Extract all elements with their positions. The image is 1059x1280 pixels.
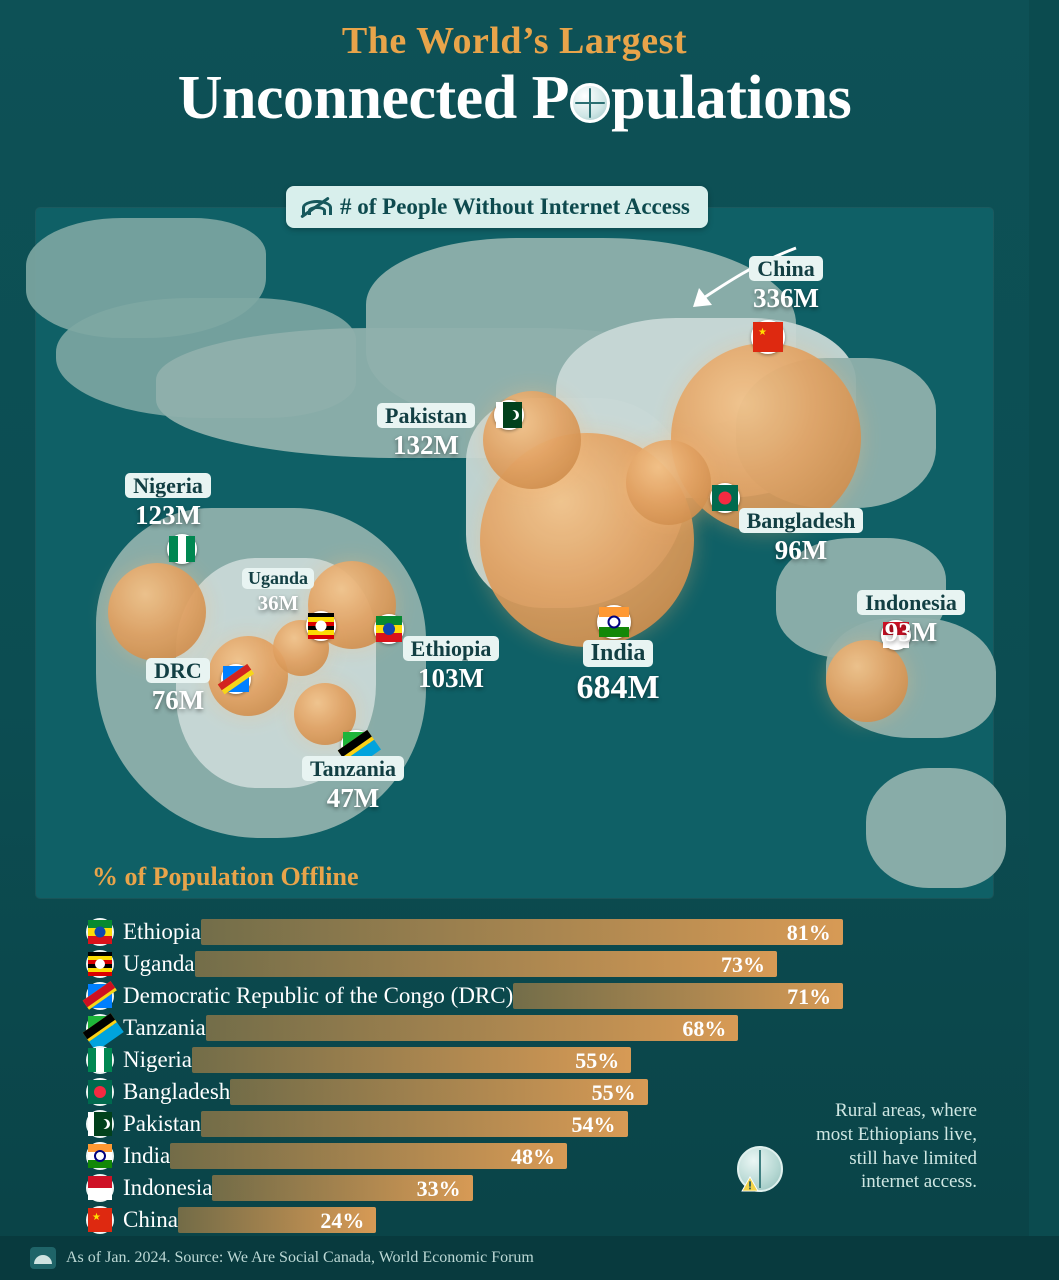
rural-note [741,1099,977,1194]
pakistan-flag [86,1110,114,1138]
map-label-tanzania [268,756,438,812]
bar-track [513,983,956,1009]
map-label-nigeria [88,473,248,529]
map-label-uganda-value: 36M [257,590,299,615]
map-label-drc-name: DRC [146,658,210,683]
map-label-uganda [208,568,348,614]
china-flag: ★ [751,320,785,354]
map-label-indonesia-value: 93M [884,617,938,648]
map-label-bangladesh [711,508,891,564]
bar-label: China [123,1207,178,1232]
page-title-right: pulations [611,64,852,132]
map-label-india-name: India [583,640,654,667]
bar-fill [206,1015,739,1041]
bangladesh-flag [86,1078,114,1106]
bar-value: 33% [416,1176,461,1201]
bars-title: % of Population Offline [92,862,359,891]
bar-fill [170,1143,567,1169]
map-label-india [528,640,708,706]
bar-track [195,951,956,977]
footer-source: As of Jan. 2024. Source: We Are Social Canada, World Economic Forum [66,1249,534,1266]
ethiopia-flag [86,918,114,946]
bar-fill [230,1079,647,1105]
bar-label: Ethiopia [123,919,201,944]
globe-icon [570,83,610,123]
map-label-china-value: 336M [753,283,819,314]
bar-label: Uganda [123,951,195,976]
rural-note-line4: internet access. [860,1171,977,1193]
map-label-pakistan-name: Pakistan [377,403,475,428]
map-label-china [706,256,866,312]
map-label-china-name: China [749,256,822,281]
bar-fill [201,1111,628,1137]
nigeria-flag [86,1046,114,1074]
map-label-indonesia-name: Indonesia [857,590,965,615]
bar-row [86,1012,956,1044]
india-flag [86,1142,114,1170]
legend-label: # of People Without Internet Access [340,194,690,219]
bar-value: 55% [591,1080,636,1105]
legend-badge [286,186,708,228]
bar-label: India [123,1143,171,1168]
page-title [0,66,1029,131]
bar-value: 55% [575,1048,620,1073]
map-label-drc-value: 76M [151,685,205,716]
map-label-tanzania-value: 47M [326,783,380,814]
map-label-ethiopia [366,636,536,692]
page-title-left: Unconnected P [177,64,570,132]
map-label-uganda-name: Uganda [242,568,314,589]
globe-warning-icon [737,1146,783,1192]
wifi-off-icon [300,196,330,218]
bar-fill [201,919,843,945]
header [0,0,1029,131]
world-map [36,194,993,898]
map-label-indonesia [826,590,996,646]
bar-label: Democratic Republic of the Congo (DRC) [123,983,514,1008]
bar-row [86,1044,956,1076]
map-label-ethiopia-value: 103M [418,663,484,694]
indonesia-flag [86,1174,114,1202]
map-label-bangladesh-value: 96M [774,535,828,566]
bar-row [86,948,956,980]
bar-fill [195,951,778,977]
bar-value: 81% [786,920,831,945]
map-label-ethiopia-name: Ethiopia [403,636,500,661]
bar-value: 71% [787,984,832,1009]
bar-track [206,1015,956,1041]
bar-track [178,1207,956,1233]
visualcapitalist-logo [30,1247,56,1269]
map-label-india-value: 684M [576,669,660,707]
bar-value: 68% [682,1016,727,1041]
map-label-nigeria-name: Nigeria [125,473,211,498]
bar-label: Indonesia [123,1175,213,1200]
rural-note-line2: most Ethiopians live, [816,1123,977,1145]
map-label-pakistan-value: 132M [393,430,459,461]
tanzania-flag [86,1014,114,1042]
bar-value: 54% [571,1112,616,1137]
map-label-bangladesh-name: Bangladesh [739,508,864,533]
bar-value: 24% [320,1208,365,1233]
bar-value: 73% [721,952,766,977]
warning-triangle-icon [741,1176,759,1192]
bar-track [201,919,956,945]
footer [0,1236,1059,1280]
rural-note-line3: still have limited [849,1147,977,1169]
bar-label: Tanzania [123,1015,206,1040]
map-label-drc [108,658,248,714]
bar-label: Nigeria [123,1047,192,1072]
bar-label: Pakistan [123,1111,201,1136]
bar-row [86,916,956,948]
china-flag: ★ [86,1206,114,1234]
bar-row [86,1204,956,1236]
bar-label: Bangladesh [123,1079,231,1104]
bar-track [192,1047,956,1073]
map-label-nigeria-value: 123M [135,500,201,531]
map-label-tanzania-name: Tanzania [302,756,404,781]
bar-row [86,980,956,1012]
map-label-pakistan [346,403,506,459]
page-title-top: The World’s Largest [341,20,688,62]
bar-value: 48% [511,1144,556,1169]
rural-note-line1: Rural areas, where [835,1100,977,1121]
bar-fill [192,1047,631,1073]
